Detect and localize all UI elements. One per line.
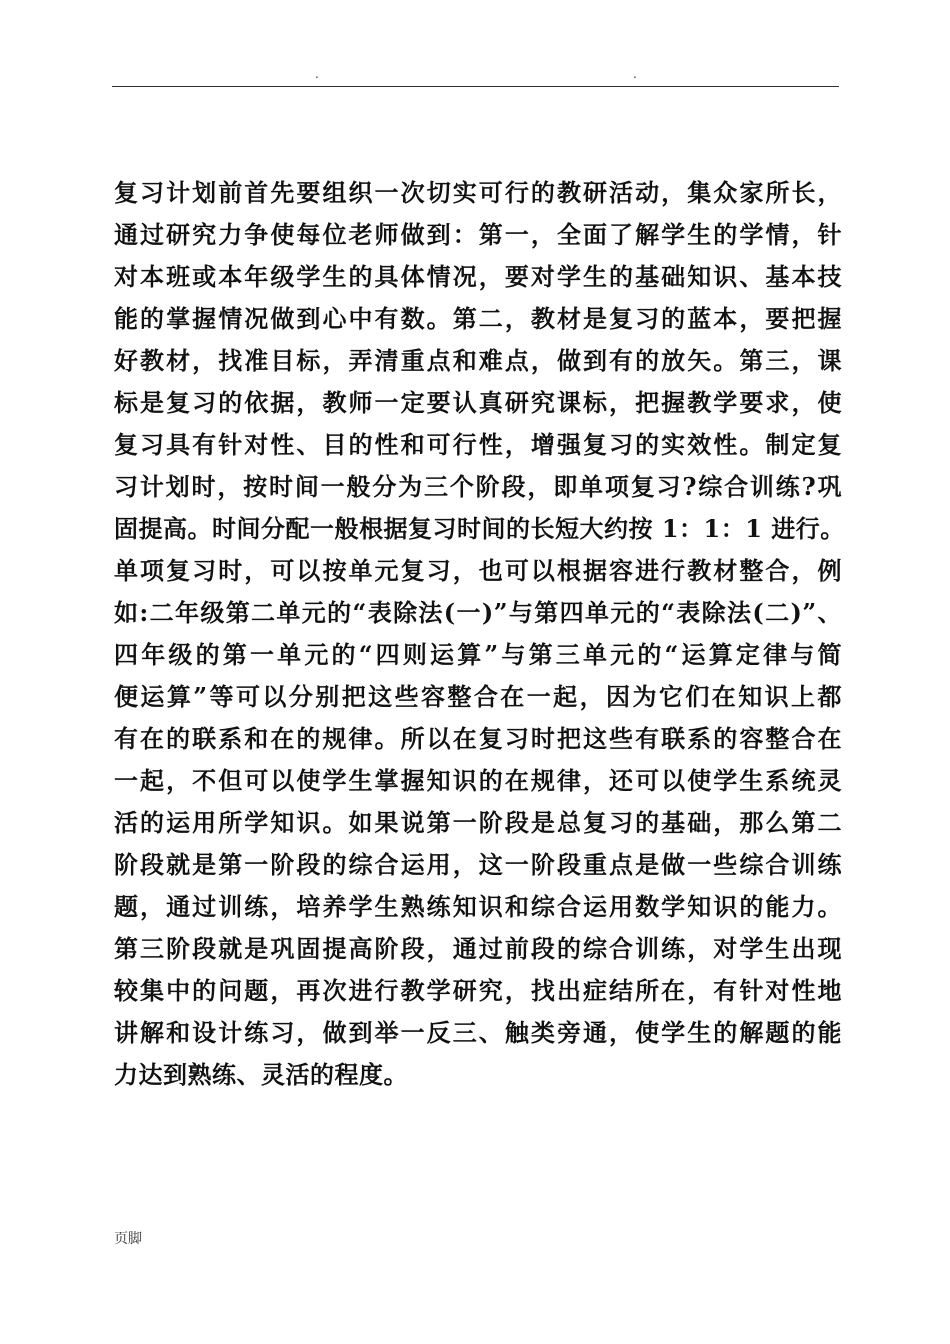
header-rule [112,86,839,87]
body-line: 题，通过训练，培养学生熟练知识和综合运用数学知识的能力。 [114,892,842,921]
body-line: 有在的联系和在的规律。所以在复习时把这些有联系的容整合在 [114,724,842,753]
body-line: 力达到熟练、灵活的程度。 [114,1060,408,1089]
body-line: 能的掌握情况做到心中有数。第二，教材是复习的蓝本，要把握 [114,304,842,333]
body-paragraph [114,172,845,1096]
body-line: 讲解和设计练习，做到举一反三、触类旁通，使学生的解题的能 [114,1018,842,1047]
body-line: 复习计划前首先要组织一次切实可行的教研活动，集众家所长， [114,178,842,207]
body-line: 固提高。时间分配一般根据复习时间的长短大约按 1：1：1 进行。 [114,514,845,543]
header-mark-left: . [315,67,319,81]
body-line: 习计划时，按时间一般分为三个阶段，即单项复习?综合训练?巩 [114,472,842,501]
body-line: 阶段就是第一阶段的综合运用，这一阶段重点是做一些综合训练 [114,850,842,879]
body-line: 通过研究力争使每位老师做到：第一，全面了解学生的学情，针 [114,220,842,249]
body-line: 标是复习的依据，教师一定要认真研究课标，把握教学要求，使 [114,388,842,417]
page-footer: 页脚 [114,1231,142,1247]
header-mark-right: . [633,67,637,81]
body-line: 单项复习时，可以按单元复习，也可以根据容进行教材整合，例 [114,556,842,585]
body-line: 活的运用所学知识。如果说第一阶段是总复习的基础，那么第二 [114,808,842,837]
body-line: 便运算”等可以分别把这些容整合在一起，因为它们在知识上都 [114,682,842,711]
body-line: 一起，不但可以使学生掌握知识的在规律，还可以使学生系统灵 [114,766,842,795]
body-line: 复习具有针对性、目的性和可行性，增强复习的实效性。制定复 [114,430,842,459]
body-line: 第三阶段就是巩固提高阶段，通过前段的综合训练，对学生出现 [114,934,842,963]
body-line: 对本班或本年级学生的具体情况，要对学生的基础知识、基本技 [114,262,842,291]
body-line: 如:二年级第二单元的“表除法(一)”与第四单元的“表除法(二)”、 [114,598,842,627]
body-line: 四年级的第一单元的“四则运算”与第三单元的“运算定律与简 [114,640,842,669]
body-line: 好教材，找准目标，弄清重点和难点，做到有的放矢。第三，课 [114,346,842,375]
body-line: 较集中的问题，再次进行教学研究，找出症结所在，有针对性地 [114,976,842,1005]
